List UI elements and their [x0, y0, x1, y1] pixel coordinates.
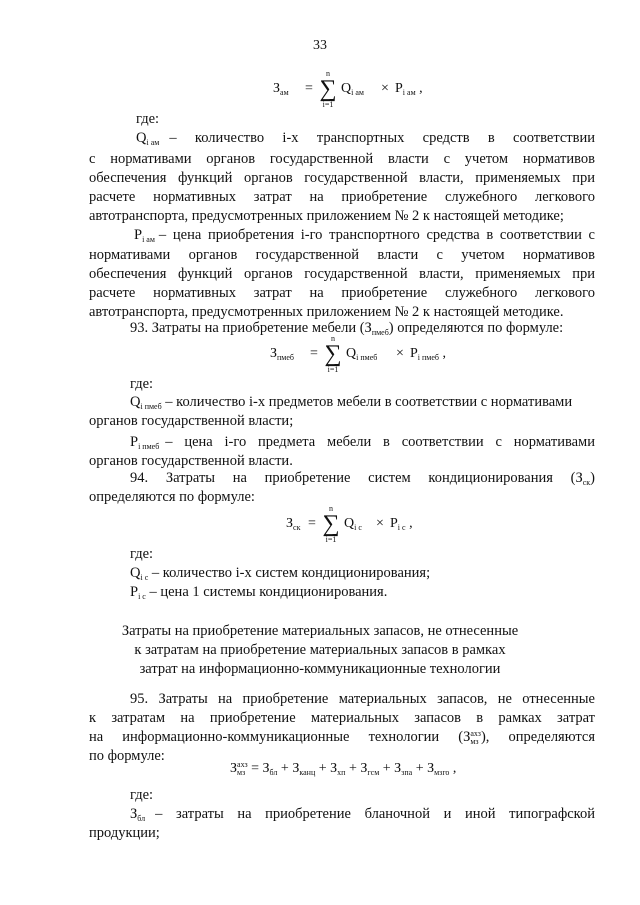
item-95-line4: по формуле: — [89, 748, 165, 764]
def-q-sk: $Q_{i с}$ – количество i-х систем кондиционирования; — [130, 565, 431, 582]
formula-term: З ахз мз = — [230, 760, 260, 777]
multiply-sign: × — [381, 81, 389, 96]
where-label: где: — [130, 787, 154, 803]
formula-p: $P_{i с}$ , — [390, 516, 413, 532]
def-q-meb-line2: органов государственной власти; — [89, 413, 294, 429]
def-p-am-symbol: $P_{i ам}$ — [134, 227, 155, 244]
item-94-line1: 94. Затраты на приобретение систем кондиционирования $(З_{ск})$ — [130, 470, 595, 487]
def-p-am-line3: обеспечения функций органов государственной власти, применяемых при — [89, 266, 595, 282]
equals-sign: = — [308, 516, 316, 531]
section-heading-line1: Затраты на приобретение материальных запасов, не отнесенные — [121, 623, 519, 639]
where-label: где: — [136, 111, 160, 127]
where-label: где: — [130, 546, 154, 562]
item-95-z-symbol: З ахз мз — [463, 728, 481, 746]
equals-sign: = — [310, 346, 318, 361]
formula-term: $З_{гсм}$ + — [360, 761, 391, 778]
def-p-am-line2: нормативами органов государственной власти с учетом нормативов — [89, 247, 595, 263]
formula-transport — [273, 69, 443, 109]
formula-z: $З_{ам}$ — [273, 81, 289, 97]
def-q-am-line2: с нормативами органов государственной власти с учетом нормативов — [89, 151, 595, 167]
formula-q: $Q_{i с}$ — [344, 516, 362, 532]
def-p-am-line4: расчете нормативных затрат на приобретение служебного легкового — [89, 285, 595, 301]
formula-term: $З_{зпа}$ + — [394, 761, 424, 778]
def-q-am-symbol: $Q_{i ам}$ — [136, 130, 160, 147]
def-q-am-line5: автотранспорта, предусмотренных приложением № 2 к настоящей методике; — [89, 208, 564, 224]
formula-material-stocks — [230, 761, 490, 783]
section-heading-line2: к затратам на приобретение материальных запасов в рамках — [134, 642, 506, 658]
def-q-meb-line1: $Q_{i пмеб}$ – количество i-х предметов мебели в соответствии с нормативами — [130, 394, 573, 411]
page-number: 33 — [313, 38, 327, 53]
def-p-am-line1: $P_{i ам}$ – цена приобретения i-го транспортного средства в соответствии с — [134, 227, 595, 244]
def-q-am-line4: расчете нормативных затрат на приобретение служебного легкового — [89, 189, 595, 205]
item-95-line1: 95. Затраты на приобретение материальных запасов, не отнесенные — [130, 691, 595, 707]
item-95-line3: на информационно-коммуникационные технологии (З ахз мз ), определяются — [89, 728, 595, 746]
def-p-am-line5: автотранспорта, предусмотренных приложением № 2 к настоящей методике. — [89, 304, 564, 320]
def-q-am-line3: обеспечения функций органов государственной власти, применяемых при — [89, 170, 595, 186]
formula-furniture — [270, 334, 470, 374]
where-label: где: — [130, 376, 154, 392]
section-heading-line3: затрат на информационно-коммуникационные технологии — [139, 661, 501, 677]
equals-sign: = — [305, 81, 313, 96]
def-z-bl-line2: продукции; — [89, 825, 160, 841]
formula-z: $З_{пмеб}$ — [270, 346, 294, 362]
def-z-bl-line1: $З_{бл}$ – затраты на приобретение бланочной и иной типографской — [130, 806, 595, 823]
def-q-sk-symbol: $Q_{i с}$ — [130, 565, 149, 582]
def-p-meb-line2: органов государственной власти. — [89, 453, 293, 469]
sum-sign: n ∑ i=1 — [322, 504, 340, 544]
item-93-text: 93. Затраты на приобретение мебели $(З_{пмеб})$ определяются по формуле: — [130, 320, 564, 337]
formula-p: $P_{i пмеб}$ , — [410, 346, 446, 362]
sum-sign: n ∑ i=1 — [324, 334, 342, 374]
formula-term: $З_{хп}$ + — [330, 761, 357, 778]
sum-sign: n ∑ i=1 — [319, 69, 337, 109]
multiply-sign: × — [376, 516, 384, 531]
formula-z: $З_{ск}$ — [286, 516, 301, 532]
multiply-sign: × — [396, 346, 404, 361]
def-p-meb-line1: $P_{i пмеб}$ – цена i-го предмета мебели в соответствии с нормативами — [130, 434, 595, 451]
def-z-bl-symbol: $З_{бл}$ — [130, 806, 146, 823]
formula-term: $З_{мзго}$ , — [427, 761, 457, 778]
item-95-line2: к затратам на приобретение материальных запасов в рамках затрат — [89, 710, 595, 726]
def-q-meb-symbol: $Q_{i пмеб}$ — [130, 394, 162, 411]
formula-conditioning — [286, 504, 446, 544]
formula-term: $З_{бл}$ + — [262, 761, 289, 778]
formula-q: $Q_{i ам}$ — [341, 81, 364, 97]
item-94-line2: определяются по формуле: — [89, 489, 255, 505]
formula-q: $Q_{i пмеб}$ — [346, 346, 378, 362]
def-p-meb-symbol: $P_{i пмеб}$ — [130, 434, 160, 451]
def-q-am-line1: $Q_{i ам}$ – количество i-х транспортных средств в соответствии — [136, 130, 595, 147]
def-p-sk: $P_{i с}$ – цена 1 системы кондиционирования. — [130, 584, 388, 601]
formula-term: $З_{канц}$ + — [292, 761, 327, 778]
formula-p: $P_{i ам}$ , — [395, 81, 423, 97]
def-p-sk-symbol: $P_{i с}$ — [130, 584, 146, 601]
